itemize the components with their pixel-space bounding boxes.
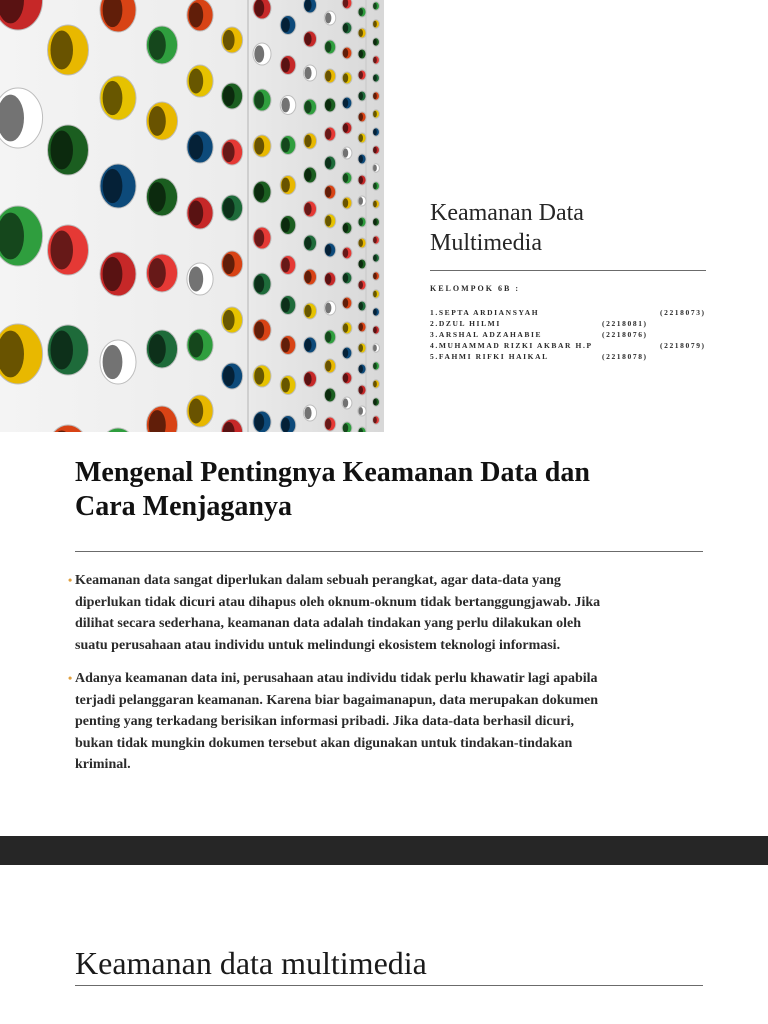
slide-separator-band — [0, 836, 768, 865]
deck-title-line-2: Multimedia — [430, 230, 542, 256]
wall-hole-shadow — [373, 309, 377, 316]
wall-hole-shadow — [325, 419, 331, 430]
member-id: (2218076) — [602, 330, 648, 339]
wall-hole-shadow — [304, 305, 311, 317]
wall-hole-shadow — [254, 0, 264, 17]
wall-hole-shadow — [359, 8, 364, 16]
wall-hole-shadow — [223, 30, 235, 50]
wall-hole-shadow — [325, 216, 331, 227]
wall-hole-shadow — [281, 218, 290, 233]
wall-hole-shadow — [304, 407, 311, 419]
wall-hole-shadow — [103, 81, 123, 115]
content-slide-title — [75, 456, 695, 524]
content-title-divider — [75, 551, 703, 552]
wall-hole-shadow — [373, 129, 377, 136]
member-row — [430, 308, 720, 319]
wall-hole-shadow — [281, 298, 290, 313]
wall-hole-shadow — [343, 248, 348, 257]
wall-hole-shadow — [103, 345, 123, 379]
wall-hole-shadow — [281, 138, 290, 153]
member-id: (2218073) — [660, 308, 706, 317]
wall-hole-shadow — [254, 321, 264, 338]
wall-hole-shadow — [343, 173, 348, 182]
wall-hole-shadow — [304, 271, 311, 283]
wall-hole-shadow — [359, 218, 364, 226]
wall-hole-shadow — [325, 245, 331, 256]
next-slide — [0, 865, 768, 1024]
wall-hole-shadow — [325, 71, 331, 82]
wall-hole-shadow — [304, 33, 311, 45]
wall-hole-shadow — [189, 3, 203, 28]
wall-hole-shadow — [359, 50, 364, 58]
member-name: 3.ARSHAL ADZAHABIE — [430, 330, 543, 339]
wall-hole-shadow — [304, 237, 311, 249]
wall-hole-shadow — [359, 323, 364, 331]
wall-hole-shadow — [103, 257, 123, 291]
wall-hole-shadow — [189, 135, 203, 160]
wall-hole-shadow — [304, 203, 311, 215]
wall-hole-shadow — [359, 176, 364, 184]
wall-hole-shadow — [359, 386, 364, 394]
wall-hole-shadow — [325, 332, 331, 343]
wall-hole-shadow — [325, 13, 331, 24]
wall-hole-shadow — [359, 71, 364, 79]
wall-hole-shadow — [254, 367, 264, 384]
wall-hole-shadow — [281, 58, 290, 73]
wall-hole-shadow — [254, 91, 264, 108]
wall-hole-shadow — [189, 333, 203, 358]
wall-hole-shadow — [343, 48, 348, 57]
wall-hole-shadow — [325, 100, 331, 111]
member-row — [430, 330, 720, 341]
wall-hole-shadow — [359, 134, 364, 142]
member-id: (2218078) — [602, 352, 648, 361]
wall-hole-shadow — [343, 148, 348, 157]
wall-hole-shadow — [373, 201, 377, 208]
wall-hole-shadow — [325, 274, 331, 285]
deck-title — [430, 198, 720, 258]
wall-hole-shadow — [343, 223, 348, 232]
wall-hole-shadow — [359, 365, 364, 373]
wall-hole-shadow — [223, 142, 235, 162]
wall-hole-shadow — [51, 231, 74, 270]
wall-hole-shadow — [373, 273, 377, 280]
wall-hole-shadow — [359, 239, 364, 247]
wall-hole-shadow — [223, 198, 235, 218]
wall-hole-shadow — [223, 310, 235, 330]
wall-hole-shadow — [373, 327, 377, 334]
wall-hole-shadow — [343, 273, 348, 282]
wall-hole-shadow — [325, 303, 331, 314]
wall-hole-shadow — [373, 57, 377, 64]
wall-hole-shadow — [359, 113, 364, 121]
wall-hole-shadow — [281, 378, 290, 393]
wall-hole-shadow — [359, 281, 364, 289]
wall-hole-shadow — [343, 73, 348, 82]
wall-hole-shadow — [281, 18, 290, 33]
next-slide-title: Keamanan data multimedia — [75, 945, 427, 981]
wall-hole-shadow — [373, 3, 377, 10]
member-name: 4.MUHAMMAD RIZKI AKBAR H.P — [430, 341, 593, 350]
wall-hole-shadow — [189, 399, 203, 424]
wall-hole-shadow — [304, 135, 311, 147]
wall-hole-shadow — [304, 169, 311, 181]
wall-hole-shadow — [373, 291, 377, 298]
wall-hole-shadow — [373, 219, 377, 226]
wall-hole-shadow — [343, 398, 348, 407]
wall-hole-shadow — [373, 417, 377, 424]
title-slide — [0, 0, 768, 432]
wall-hole-shadow — [304, 373, 311, 385]
member-row — [430, 319, 720, 330]
member-name: 2.DZUL HILMI — [430, 319, 501, 328]
wall-hole-shadow — [149, 258, 166, 288]
wall-hole-shadow — [223, 366, 235, 386]
member-list — [430, 308, 720, 363]
wall-hole-shadow — [343, 298, 348, 307]
wall-hole-shadow — [51, 31, 74, 70]
member-row — [430, 352, 720, 363]
wall-hole-shadow — [103, 169, 123, 203]
wall-hole-shadow — [189, 267, 203, 292]
group-label: KELOMPOK 6B : — [430, 284, 520, 293]
wall-hole-shadow — [149, 30, 166, 60]
wall-hole-shadow — [325, 158, 331, 169]
wall-hole-shadow — [373, 237, 377, 244]
wall-hole-shadow — [189, 201, 203, 226]
wall-hole-shadow — [281, 258, 290, 273]
wall-hole-shadow — [281, 418, 290, 432]
bullet-item — [68, 668, 615, 776]
member-id: (2218081) — [602, 319, 648, 328]
wall-hole-shadow — [343, 348, 348, 357]
wall-hole-shadow — [149, 106, 166, 136]
content-slide — [0, 432, 768, 836]
wall-hole-shadow — [373, 183, 377, 190]
wall-hole-shadow — [254, 45, 264, 62]
wall-hole-shadow — [343, 23, 348, 32]
wall-hole-shadow — [51, 331, 74, 370]
wall-hole-shadow — [373, 39, 377, 46]
wall-hole-shadow — [359, 260, 364, 268]
wall-hole-shadow — [304, 339, 311, 351]
wall-hole-shadow — [359, 92, 364, 100]
perforated-wall-photo — [0, 0, 384, 432]
bullet-item — [68, 570, 615, 656]
wall-hole-shadow — [373, 21, 377, 28]
bullet-list — [68, 570, 615, 788]
wall-hole-shadow — [373, 111, 377, 118]
wall-hole-shadow — [325, 390, 331, 401]
content-title-line-1: Mengenal Pentingnya Keamanan Data dan — [75, 457, 590, 488]
bullet-marker: • — [68, 573, 73, 587]
wall-hole-shadow — [359, 407, 364, 415]
wall-hole-shadow — [359, 344, 364, 352]
wall-hole-shadow — [373, 255, 377, 262]
wall-hole-shadow — [359, 197, 364, 205]
wall-hole-shadow — [325, 42, 331, 53]
wall-hole-shadow — [223, 254, 235, 274]
wall-hole-shadow — [343, 323, 348, 332]
wall-hole-shadow — [373, 75, 377, 82]
wall-hole-shadow — [281, 98, 290, 113]
member-id: (2218079) — [660, 341, 706, 350]
wall-hole-shadow — [359, 155, 364, 163]
bullet-text: Adanya keamanan data ini, perusahaan atau individu tidak perlu khawatir lagi apabila terjadi pelanggaran keamanan. Karena biar bagaimanapun, data merupakan dokumen penting yang terkadang berisikan informasi pribadi. Jika data-data berhasil dicuri, bukan tidak mungkin dokumen tersebut akan digunakan untuk tindakan-tindakan kriminal. — [75, 671, 599, 772]
member-row — [430, 341, 720, 352]
wall-hole-shadow — [343, 98, 348, 107]
wall-hole-shadow — [373, 399, 377, 406]
wall-hole-shadow — [325, 187, 331, 198]
wall-hole-shadow — [373, 93, 377, 100]
deck-title-line-1: Keamanan Data — [430, 200, 584, 226]
wall-hole-shadow — [325, 129, 331, 140]
wall-hole-shadow — [325, 361, 331, 372]
wall-hole-shadow — [189, 69, 203, 94]
wall-hole-shadow — [304, 67, 311, 79]
bullet-text: Keamanan data sangat diperlukan dalam sebuah perangkat, agar data-data yang diperlukan tidak dicuri atau dihapus oleh oknum-oknum tidak bertanggungjawab. Jika dilihat secara sederhana, keamanan data adalah tindakan yang perlu dilakukan oleh suatu perusahaan atau individu untuk melindungi ekosistem teknologi informasi. — [75, 573, 601, 653]
wall-hole-shadow — [254, 413, 264, 430]
bullet-marker: • — [68, 671, 73, 685]
wall-hole-shadow — [373, 345, 377, 352]
wall-hole-shadow — [373, 381, 377, 388]
wall-hole-shadow — [254, 275, 264, 292]
wall-hole-shadow — [343, 373, 348, 382]
wall-hole-shadow — [149, 182, 166, 212]
wall-hole-shadow — [343, 123, 348, 132]
wall-hole-shadow — [281, 338, 290, 353]
wall-hole-shadow — [254, 183, 264, 200]
wall-hole-shadow — [149, 334, 166, 364]
wall-hole-shadow — [343, 198, 348, 207]
member-name: 1.SEPTA ARDIANSYAH — [430, 308, 540, 317]
content-title-line-2: Cara Menjaganya — [75, 491, 292, 522]
wall-hole-shadow — [359, 29, 364, 37]
wall-hole-shadow — [254, 229, 264, 246]
wall-hole-shadow — [254, 137, 264, 154]
next-slide-divider — [75, 985, 703, 986]
wall-hole-shadow — [304, 101, 311, 113]
wall-hole-shadow — [373, 147, 377, 154]
wall-hole-shadow — [373, 363, 377, 370]
wall-hole-shadow — [373, 165, 377, 172]
wall-hole-shadow — [51, 131, 74, 170]
member-name: 5.FAHMI RIFKI HAIKAL — [430, 352, 549, 361]
wall-hole-shadow — [223, 86, 235, 106]
wall-hole-shadow — [359, 302, 364, 310]
wall-hole-shadow — [281, 178, 290, 193]
title-divider — [430, 270, 706, 271]
